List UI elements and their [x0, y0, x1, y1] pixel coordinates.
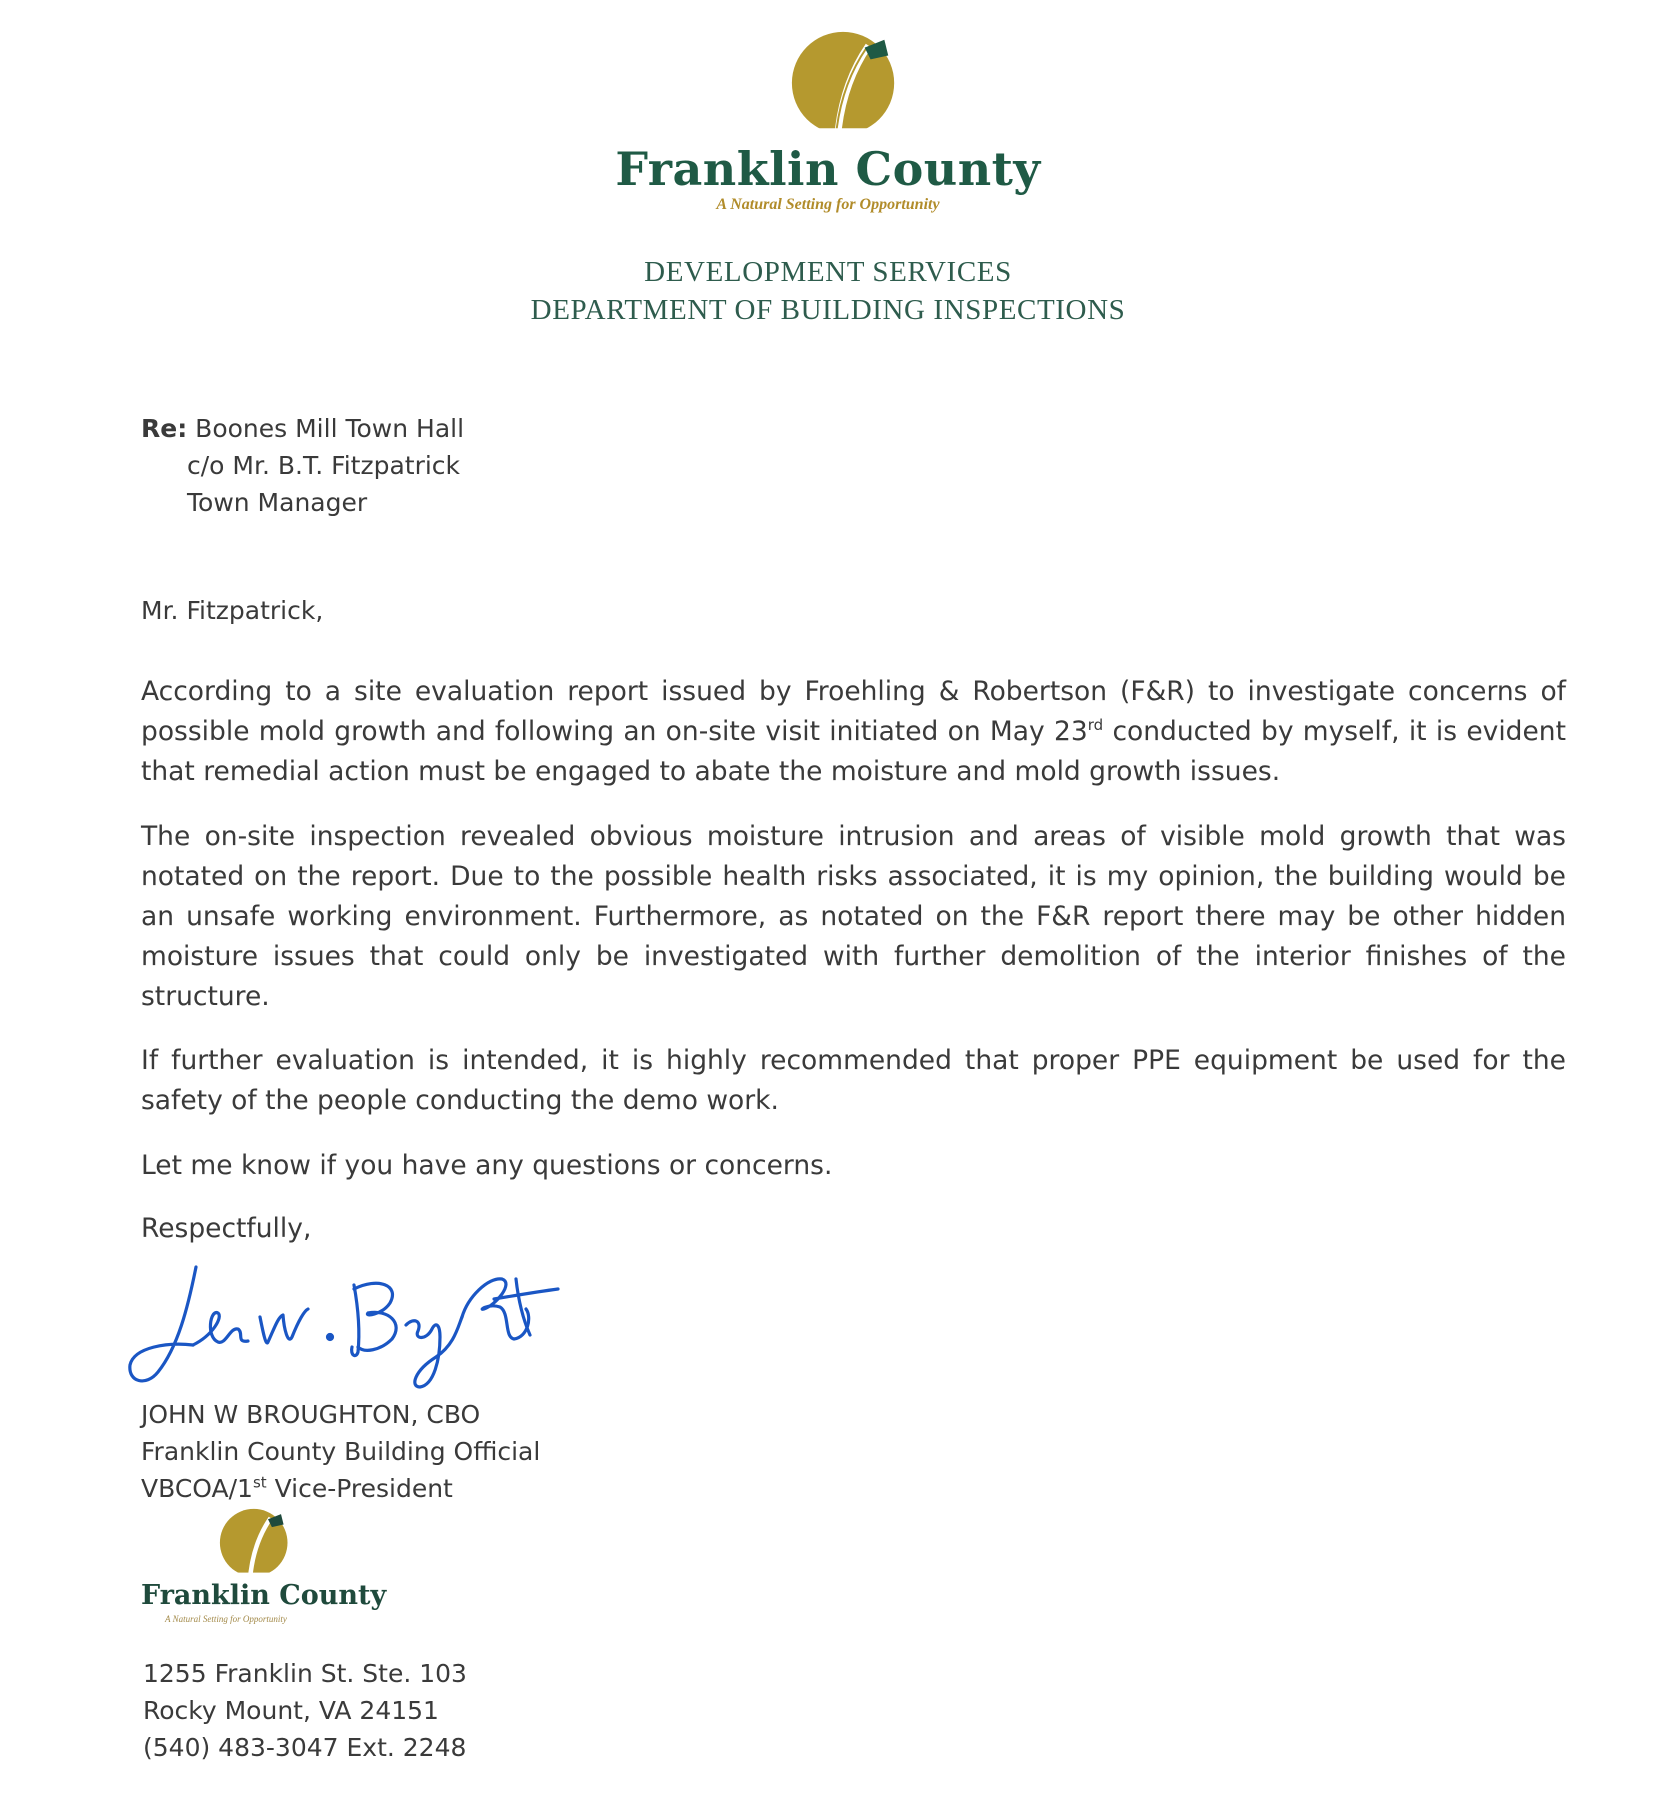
footer-logo-icon: [216, 1505, 294, 1583]
closing: Respectfully,: [141, 1213, 312, 1244]
handwritten-signature: [118, 1247, 598, 1407]
sun-and-flag-logo-icon: [786, 26, 904, 144]
address-city: Rocky Mount, VA 24151: [143, 1696, 439, 1725]
address-street: 1255 Franklin St. Ste. 103: [143, 1659, 467, 1688]
signer-block: [141, 1396, 540, 1507]
county-tagline: A Natural Setting for Opportunity: [716, 196, 940, 213]
paragraph-3: If further evaluation is intended, it is highly recommended that proper PPE equipment be used for the safety of the people conducting the demo work.: [141, 1045, 1566, 1116]
county-name-heading: Franklin County: [615, 142, 1041, 196]
re-block: [141, 410, 464, 521]
paragraph-4: Let me know if you have any questions or concerns.: [141, 1150, 833, 1181]
paragraph-1-text: According to a site evaluation report issued by Froehling & Robertson (F&R) to investigate concerns of possible mold growth and following an on-site visit initiated on May 23: [141, 676, 1566, 747]
paragraph-1-text-end: conducted by myself, it is evident that remedial action must be engaged to abate the moisture and mold growth issues.: [141, 716, 1566, 787]
signer-name: JOHN W BROUGHTON, CBO: [141, 1400, 481, 1429]
re-recipient-title: Town Manager: [187, 488, 368, 517]
re-care-of: c/o Mr. B.T. Fitzpatrick: [187, 451, 461, 480]
address-block: [143, 1655, 467, 1766]
address-phone: (540) 483-3047 Ext. 2248: [143, 1733, 467, 1762]
signer-title: Franklin County Building Official: [141, 1437, 541, 1466]
signer-role-ordinal: st: [252, 1473, 267, 1492]
letterhead: [0, 0, 1656, 340]
footer-tagline: A Natural Setting for Opportunity: [165, 1614, 287, 1624]
paragraph-2: The on-site inspection revealed obvious moisture intrusion and areas of visible mold growth that was notated on the report. Due to the possible health risks associated, it is my opinion, the building would be an unsafe working environment. Furthermore, as notated on the F&R report there may be other hidden moisture issues that could only be investigated with further demolition of the interior finishes of the structure.: [141, 821, 1566, 1012]
department-title-line1: DEVELOPMENT SERVICES: [644, 256, 1012, 288]
department-title-line2: DEPARTMENT OF BUILDING INSPECTIONS: [530, 294, 1126, 326]
footer-county-name: Franklin County: [141, 1580, 387, 1611]
paragraph-1: [141, 672, 1566, 792]
signer-role-text-end: Vice-President: [266, 1474, 453, 1503]
re-subject: Boones Mill Town Hall: [195, 414, 465, 443]
signer-role-text: VBCOA/1: [141, 1474, 253, 1503]
re-label: Re:: [141, 414, 188, 443]
salutation: Mr. Fitzpatrick,: [141, 596, 324, 625]
signer-role: [141, 1470, 540, 1507]
re-line-1: [141, 410, 464, 447]
ordinal-suffix: rd: [1087, 716, 1104, 735]
